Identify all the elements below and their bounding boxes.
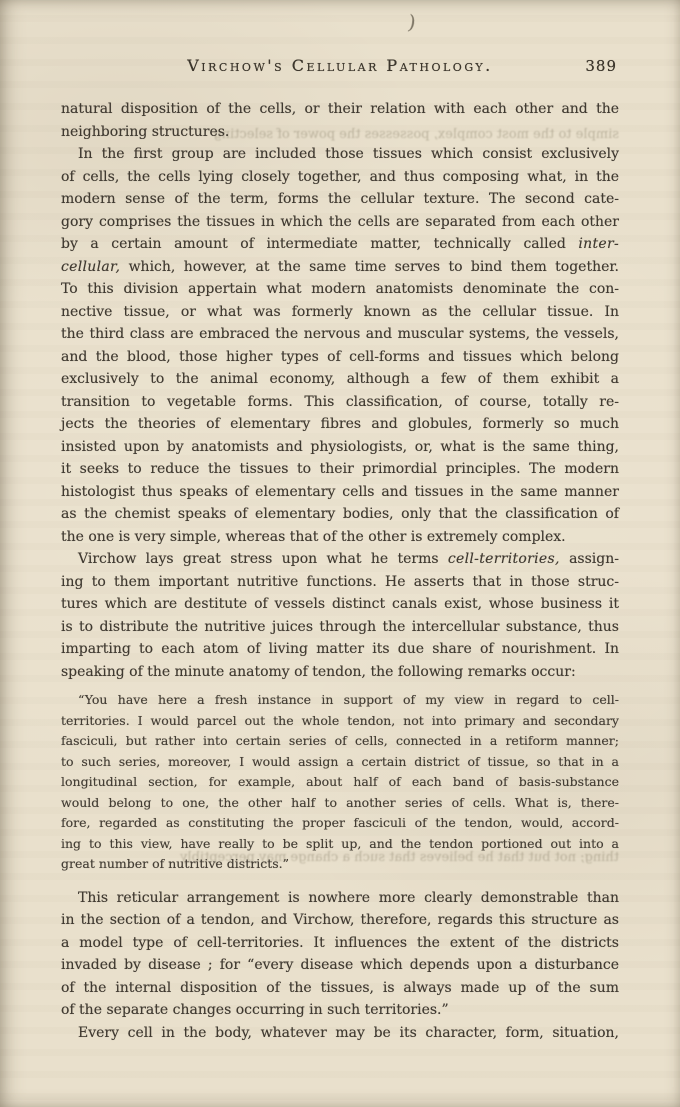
running-header	[61, 56, 619, 75]
text-line: a model type of cell-territories. It influences the extent of the districts	[61, 934, 619, 951]
text-line: fasciculi, but rather into certain series of cells, connected in a retiform manner;	[61, 733, 619, 748]
text-line: insisted upon by anatomists and physiologists, or, what is the same thing,	[61, 438, 619, 455]
text-line: would belong to one, the other half to another series of cells. What is, there-	[61, 794, 619, 810]
text-line: territories. I would parcel out the whole tendon, not into primary and secondary	[61, 712, 619, 728]
text-line: cellular, which, however, at the same time serves to bind them together.	[61, 258, 619, 275]
text-line: as the chemist speaks of elementary bodies, only that the classification of	[61, 506, 619, 522]
text-line: speaking of the minute anatomy of tendon, the following remarks occur:	[61, 663, 576, 680]
text-line: exclusively to the animal economy, although a few of them exhibit a	[61, 371, 619, 387]
paragraph	[61, 887, 619, 1022]
paragraph	[61, 548, 619, 683]
bleedthrough-text: simple to the most complex, possesses the power of selecting	[213, 127, 619, 142]
text-line: natural disposition of the cells, or their relation with each other and the	[61, 101, 619, 117]
paragraph	[61, 143, 619, 548]
text-line: and the blood, those higher types of cell-forms and tissues which belong	[61, 348, 619, 365]
paragraph	[61, 98, 619, 143]
text-line: ing to them important nutritive functions. He asserts that in those struc-	[61, 573, 619, 590]
text-line: gory comprises the tissues in which the cells are separated from each other	[61, 213, 619, 230]
text-line: the one is very simple, whereas that of the other is extremely complex.	[61, 528, 566, 545]
text-block	[61, 98, 619, 1044]
bleedthrough-text: thing; not but that he believes that such a change may perceptibly	[180, 850, 619, 865]
text-line: it seeks to reduce the tissues to their primordial principles. The modern	[61, 461, 619, 477]
text-line: the third class are embraced the nervous and muscular systems, the vessels,	[61, 326, 619, 342]
block-quote	[61, 690, 619, 875]
text-line: in the section of a tendon, and Virchow, therefore, regards this structure as	[61, 912, 619, 928]
text-line: by a certain amount of intermediate matter, technically called inter-	[61, 236, 619, 252]
text-line: of cells, the cells lying closely together, and thus composing what, in the	[61, 168, 619, 185]
text-line: neighboring structures.	[61, 123, 230, 140]
text-line: To this division appertain what modern anatomists denominate the con-	[61, 281, 619, 297]
page-number: 389	[585, 57, 617, 75]
text-line: longitudinal section, for example, about half of each band of basis-substance	[61, 774, 619, 789]
text-line: This reticular arrangement is nowhere more clearly demonstrable than	[78, 889, 619, 906]
text-line: to such series, moreover, I would assign a certain district of tissue, so that in a	[61, 753, 619, 769]
text-line: fore, regarded as constituting the proper fasciculi of the tendon, would, accord-	[61, 815, 619, 830]
text-line: ing to this view, have really to be split up, and the tendon portioned out into a	[61, 835, 619, 851]
text-line: of the internal disposition of the tissues, is always made up of the sum	[61, 979, 619, 996]
stray-ink-mark: )	[406, 9, 418, 35]
text-line: invaded by disease ; for “every disease which depends upon a disturbance	[61, 957, 619, 973]
text-line: modern sense of the term, forms the cellular texture. The second cate-	[61, 191, 619, 207]
text-line: Virchow lays great stress upon what he terms cell-territories, assign-	[78, 551, 619, 567]
text-line: histologist thus speaks of elementary cells and tissues in the same manner	[61, 483, 619, 500]
text-line: of the separate changes occurring in such territories.”	[61, 1002, 449, 1018]
text-line: jects the theories of elementary fibres and globules, formerly so much	[61, 416, 619, 432]
text-line: nective tissue, or what was formerly known as the cellular tissue. In	[61, 303, 619, 320]
text-line: is to distribute the nutritive juices through the intercellular substance, thus	[61, 618, 619, 635]
text-line: great number of nutritive districts.”	[61, 856, 290, 871]
header-title: Virchow's Cellular Pathology.	[187, 56, 493, 75]
text-line: imparting to each atom of living matter its due share of nourishment. In	[61, 641, 619, 657]
text-line: In the first group are included those tissues which consist exclusively	[78, 146, 619, 162]
text-line: tures which are destitute of vessels distinct canals exist, whose business it	[61, 596, 619, 612]
text-line: “You have here a fresh instance in support of my view in regard to cell-	[78, 692, 619, 707]
paragraph	[61, 1022, 619, 1045]
text-line: Every cell in the body, whatever may be its character, form, situation,	[78, 1024, 619, 1041]
text-line: transition to vegetable forms. This classification, of course, totally re-	[61, 393, 619, 410]
